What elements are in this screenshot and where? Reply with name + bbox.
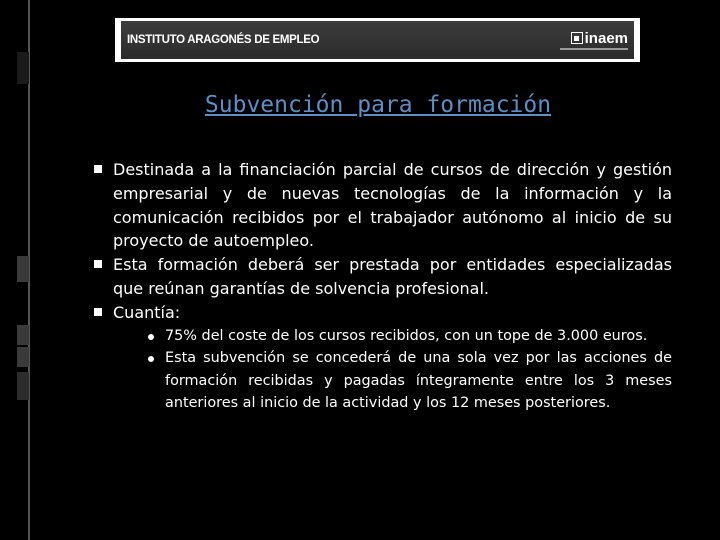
- bullet-text: Destinada a la financiación parcial de cursos de dirección y gestión empresarial y de nuevas tecnologías de la información y la comunicación recibidos por el trabajador autónomo al inicio de su proyecto de autoempleo.: [113, 160, 672, 251]
- sub-bullet-text: Esta subvención se concederá de una sola vez por las acciones de formación recibidas y pagadas íntegramente entre los 3 meses anteriores al inicio de la actividad y los 12 meses posteriores.: [165, 350, 672, 412]
- rail-block: [17, 347, 29, 367]
- header-banner: [115, 18, 640, 62]
- bullet-item: [94, 253, 672, 301]
- inaem-logo: [560, 31, 628, 50]
- sub-bullet-item: [94, 325, 672, 348]
- square-bullet-icon: [94, 165, 102, 173]
- banner-bar: [121, 21, 634, 59]
- logo-wordmark: inaem: [584, 29, 628, 47]
- square-bullet-icon: [94, 308, 102, 316]
- bullet-item: [94, 158, 672, 253]
- sub-bullet-text: 75% del coste de los cursos recibidos, con un tope de 3.000 euros.: [165, 327, 648, 344]
- round-bullet-icon: [148, 356, 154, 362]
- square-bullet-icon: [94, 260, 102, 268]
- slide-content: [94, 158, 672, 415]
- rail-block: [17, 372, 29, 400]
- round-bullet-icon: [148, 334, 154, 340]
- bullet-text: Cuantía:: [113, 302, 181, 322]
- rail-block: [17, 52, 29, 84]
- logo-tagline-line: [560, 48, 628, 50]
- bullet-text: Esta formación deberá ser prestada por entidades especializadas que reúnan garantías de solvencia profesional.: [113, 255, 672, 298]
- rail-block: [17, 256, 29, 282]
- slide-title: Subvención para formación: [204, 92, 552, 118]
- sub-bullet-item: [94, 347, 672, 415]
- bullet-item: [94, 301, 672, 325]
- organization-name: INSTITUTO ARAGONÉS DE EMPLEO: [127, 34, 320, 46]
- logo-mark-icon: [571, 32, 583, 44]
- rail-block: [17, 325, 29, 345]
